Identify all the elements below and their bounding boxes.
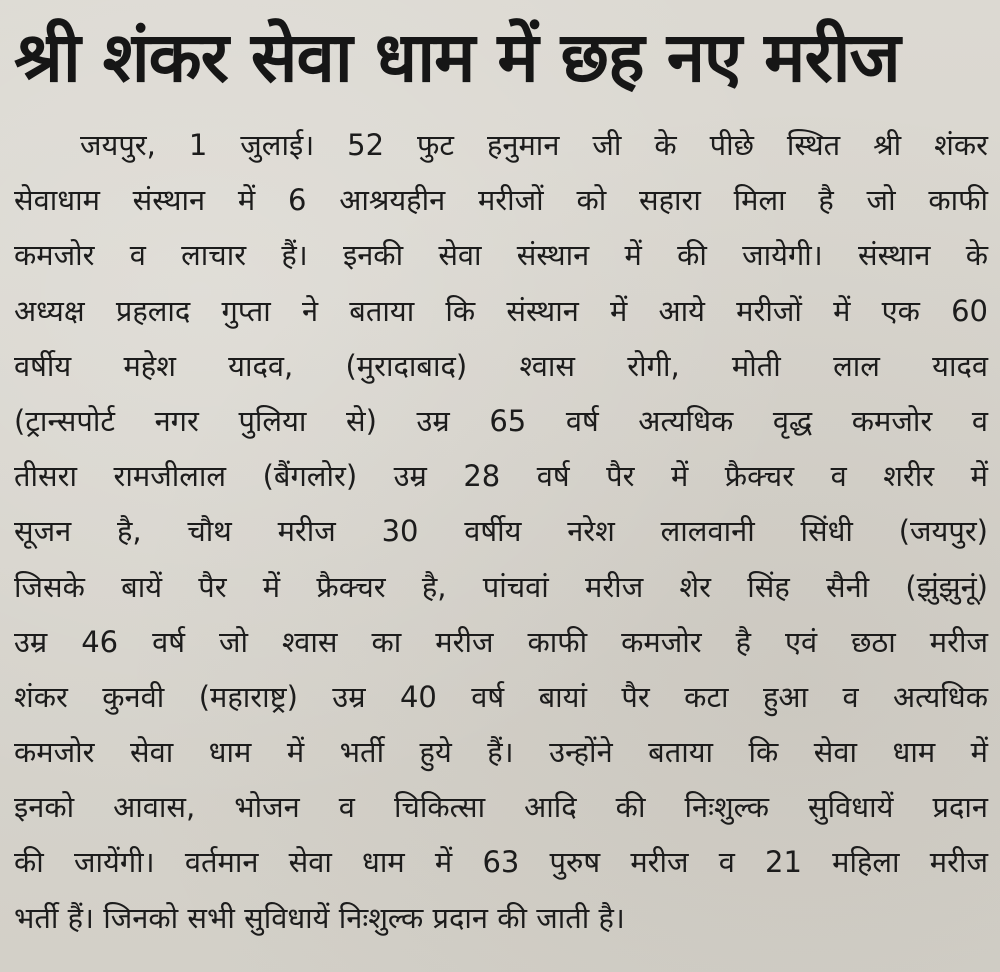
article-line: सूजन है, चौथ मरीज 30 वर्षीय नरेश लालवानी सिंधी (जयपुर) <box>14 514 988 549</box>
article-line: कमजोर व लाचार हैं। इनकी सेवा संस्थान में की जायेगी। संस्थान के <box>14 238 988 273</box>
article-line: वर्षीय महेश यादव, (मुरादाबाद) श्वास रोगी, मोती लाल यादव <box>14 348 988 383</box>
article-body <box>14 118 988 946</box>
article-line: भर्ती हैं। जिनको सभी सुविधायें निःशुल्क प्रदान की जाती है। <box>14 900 625 935</box>
article-line: तीसरा रामजीलाल (बैंगलोर) उम्र 28 वर्ष पैर में फ्रैक्चर व शरीर में <box>14 459 988 494</box>
article-line: इनको आवास, भोजन व चिकित्सा आदि की निःशुल्क सुविधायें प्रदान <box>14 790 988 825</box>
article-line: जयपुर, 1 जुलाई। 52 फुट हनुमान जी के पीछे स्थित श्री शंकर <box>80 128 988 162</box>
article-headline: श्री शंकर सेवा धाम में छह नए मरीज <box>14 18 900 98</box>
article-line: उम्र 46 वर्ष जो श्वास का मरीज काफी कमजोर है एवं छठा मरीज <box>14 624 988 659</box>
article-line: शंकर कुनवी (महाराष्ट्र) उम्र 40 वर्ष बायां पैर कटा हुआ व अत्यधिक <box>14 679 988 714</box>
article-line: की जायेंगी। वर्तमान सेवा धाम में 63 पुरुष मरीज व 21 महिला मरीज <box>14 845 988 880</box>
article-line: सेवाधाम संस्थान में 6 आश्रयहीन मरीजों को सहारा मिला है जो काफी <box>14 183 988 218</box>
article-line: जिसके बायें पैर में फ्रैक्चर है, पांचवां मरीज शेर सिंह सैनी (झुंझुनूं) <box>14 569 988 604</box>
article-line: (ट्रान्सपोर्ट नगर पुलिया से) उम्र 65 वर्ष अत्यधिक वृद्ध कमजोर व <box>14 403 988 438</box>
article-line: अध्यक्ष प्रहलाद गुप्ता ने बताया कि संस्थान में आये मरीजों में एक 60 <box>14 293 988 328</box>
article-line: कमजोर सेवा धाम में भर्ती हुये हैं। उन्होंने बताया कि सेवा धाम में <box>14 735 988 770</box>
